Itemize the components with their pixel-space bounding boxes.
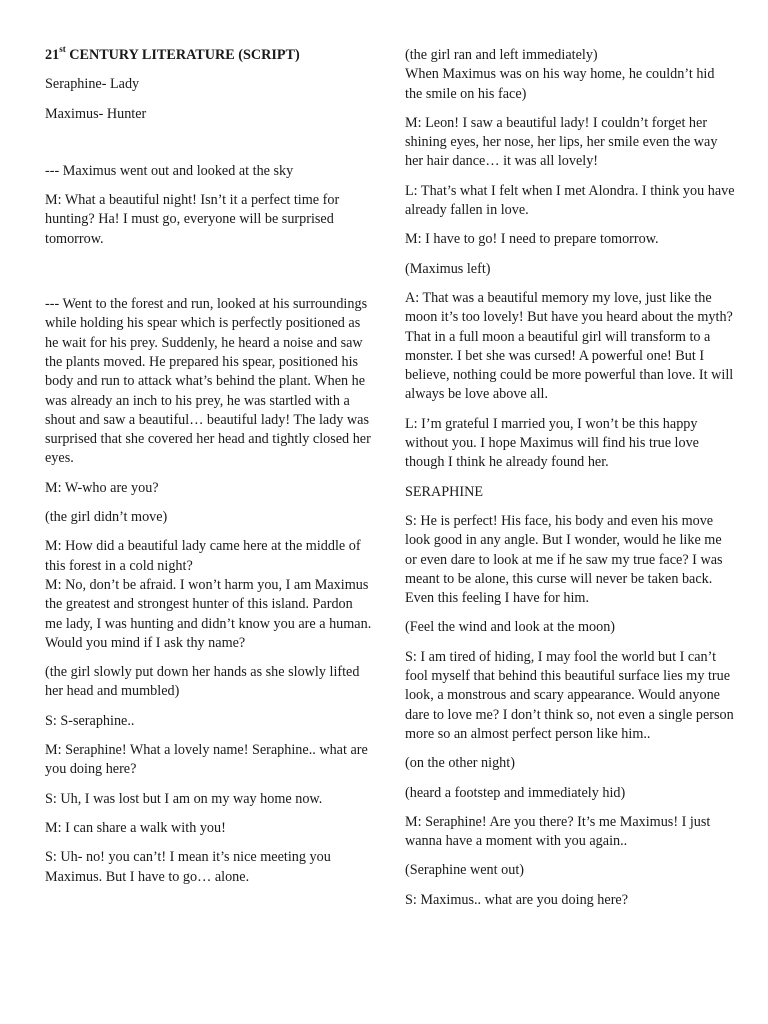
dialogue-line: M: Leon! I saw a beautiful lady! I couldn’t forget her shining eyes, her nose, her lips, her smile even the way her hair dance… it was all lovely! (405, 114, 718, 170)
dialogue-line: S: I am tired of hiding, I may fool the world but I can’t fool myself that behind this beautiful surface lies my true look, a monstrous and scary appearance. Would anyone dare to love me? I don’t think so, not even a single person more so an almost perfect person like him.. (405, 648, 734, 742)
cast-seraphine: Seraphine- Lady (45, 76, 140, 93)
stage-direction: (Feel the wind and look at the moon) (405, 619, 616, 636)
dialogue-line: L: I’m grateful I married you, I won’t be this happy without you. I hope Maximus will find his true love though I think he already found her. (405, 415, 699, 471)
title-text: CENTURY LITERATURE (SCRIPT) (65, 47, 300, 63)
dialogue-line: S: Uh, I was lost but I am on my way home now. (45, 790, 323, 807)
dialogue-line: S: He is perfect! His face, his body and even his move look good in any angle. But I wonder, would he like me or even dare to look at me if he saw my true face? I was meant to be alone, this curse will never be taken back. Even this feeling I have for him. (405, 512, 723, 607)
dialogue-line: M: I have to go! I need to prepare tomorrow. (405, 231, 659, 248)
stage-direction: (Seraphine went out) (405, 862, 524, 879)
dialogue-line: S: S-seraphine.. (45, 712, 135, 729)
stage-direction: When Maximus was on his way home, he couldn’t hid the smile on his face) (405, 66, 715, 102)
dialogue-line: M: What a beautiful night! Isn’t it a perfect time for hunting? Ha! I must go, everyone will be surprised tomorrow. (45, 192, 340, 247)
stage-direction: (Maximus left) (405, 260, 491, 277)
left-column (45, 46, 373, 897)
stage-direction: (the girl slowly put down her hands as she slowly lifted her head and mumbled) (45, 664, 360, 700)
stage-direction: (on the other night) (405, 755, 515, 772)
dialogue-line: M: I can share a walk with you! (45, 819, 226, 836)
stage-direction: (the girl ran and left immediately) (405, 47, 598, 63)
document-title (45, 46, 373, 65)
dialogue-line: S: Uh- no! you can’t! I mean it’s nice meeting you Maximus. But I have to go… alone. (45, 849, 331, 885)
cast-maximus: Maximus- Hunter (45, 105, 147, 122)
stage-direction: --- Went to the forest and run, looked at his surroundings while holding his spear which is perfectly positioned as he wait for his prey. Suddenly, he heard a noise and saw the plants moved. He prepared his spear, positioned his body and run to attack what’s behind the plant. When he was already an inch to his prey, he was startled with a shout and saw a beautiful… beautiful lady! The lady was surprised that she covered her head and tightly closed her eyes. (45, 296, 371, 467)
dialogue-line: L: That’s what I felt when I met Alondra. I think you have already fallen in love. (405, 182, 735, 219)
dialogue-line: M: How did a beautiful lady came here at the middle of this forest in a cold night? (45, 538, 361, 574)
stage-direction: --- Maximus went out and looked at the sky (45, 162, 294, 179)
stage-direction: (the girl didn’t move) (45, 509, 168, 526)
dialogue-line: M: Seraphine! Are you there? It’s me Maximus! I just wanna have a moment with you again.. (405, 813, 711, 850)
right-column (405, 46, 735, 920)
dialogue-line: S: Maximus.. what are you doing here? (405, 891, 629, 908)
dialogue-line: M: Seraphine! What a lovely name! Seraphine.. what are you doing here? (45, 742, 368, 778)
dialogue-line: A: That was a beautiful memory my love, just like the moon it’s too lovely! But have you heard about the myth? That in a full moon a beautiful girl will transform to a monster. I bet she was cursed! A powerful one! But I believe, nothing could be more powerful than love. It will always be love above all. (405, 289, 734, 403)
stage-direction: (heard a footstep and immediately hid) (405, 784, 626, 801)
title-number: 21 (45, 47, 60, 63)
dialogue-line: M: No, don’t be afraid. I won’t harm you, I am Maximus the greatest and strongest hunter of this island. Pardon me lady, I was hunting and didn’t know you are a human. Would you mind if I ask thy name? (45, 576, 372, 651)
scene-heading: SERAPHINE (405, 483, 484, 500)
title-superscript: st (59, 44, 66, 55)
dialogue-line: M: W-who are you? (45, 479, 159, 496)
